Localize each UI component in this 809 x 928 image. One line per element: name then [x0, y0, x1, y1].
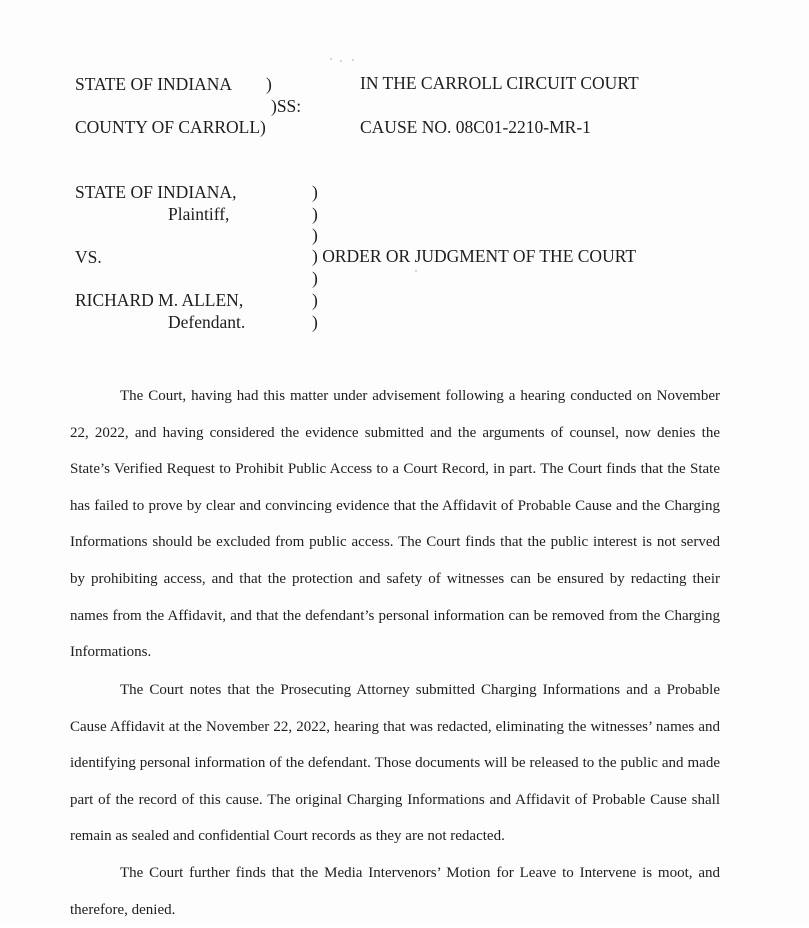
scan-speck	[352, 59, 354, 61]
order-paragraph-1: The Court, having had this matter under advisement following a hearing conducted on November 22, 2022, and having considered the evidence submitted and the arguments of counsel, now denies the State’s Verified Request to Prohibit Public Access to a Court Record, in part. The Court finds that the State has failed to prove by clear and convincing evidence that the Affidavit of Probable Cause and the Charging Informations should be excluded from public access. The Court finds that the public interest is not served by prohibiting access, and that the protection and safety of witnesses can be ensured by redacting their names from the Affidavit, and that the defendant’s personal information can be removed from the Charging Informations.	[70, 388, 720, 661]
defendant-role: Defendant.	[168, 312, 246, 332]
state-venue-line	[75, 74, 232, 94]
caption-paren: )	[312, 204, 318, 224]
caption-paren: )	[312, 182, 318, 202]
caption-paren: )	[312, 268, 318, 288]
court-name: IN THE CARROLL CIRCUIT COURT	[360, 73, 639, 93]
scan-speck	[340, 60, 342, 62]
county-line: COUNTY OF CARROLL)	[75, 117, 266, 137]
document-title: ) ORDER OR JUDGMENT OF THE COURT	[312, 246, 637, 266]
caption-paren: )	[312, 225, 318, 245]
scan-speck	[330, 58, 332, 60]
versus-label: VS.	[75, 247, 102, 267]
order-paragraph-2: The Court notes that the Prosecuting Attorney submitted Charging Informations and a Probable Cause Affidavit at the November 22, 2022, hearing that was redacted, eliminating the witnesses’ names and identifying personal information of the defendant. Those documents will be released to the public and made part of the record of this cause. The original Charging Informations and Affidavit of Probable Cause shall remain as sealed and confidential Court records as they are not redacted.	[70, 682, 720, 845]
plaintiff-name: STATE OF INDIANA,	[75, 182, 237, 202]
plaintiff-role: Plaintiff,	[168, 204, 230, 224]
order-paragraph-3: The Court further finds that the Media Intervenors’ Motion for Leave to Intervene is moot, and therefore, denied.	[70, 865, 720, 918]
caption-paren: )	[312, 290, 318, 310]
cause-number: CAUSE NO. 08C01-2210-MR-1	[360, 117, 591, 137]
venue-paren: )	[266, 74, 272, 94]
ss-mark: )SS:	[271, 96, 302, 116]
defendant-name: RICHARD M. ALLEN,	[75, 290, 244, 310]
caption-paren: )	[312, 312, 318, 332]
scan-speck	[415, 270, 417, 272]
state-venue-text: STATE OF INDIANA	[75, 74, 233, 94]
